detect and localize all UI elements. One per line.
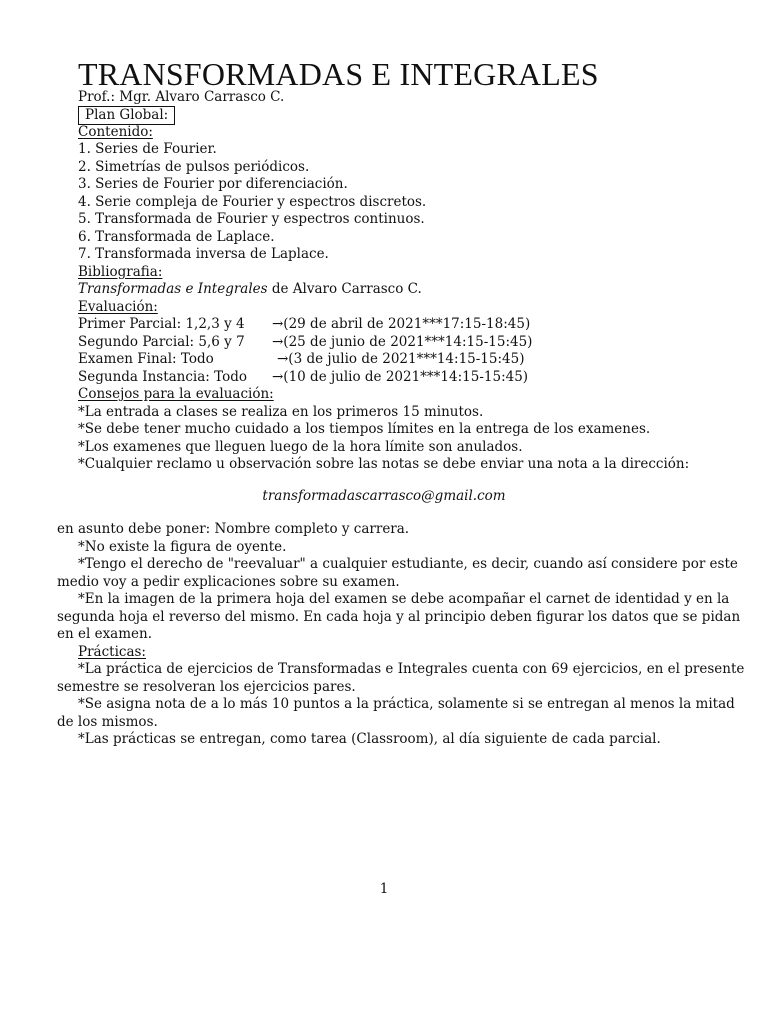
contenido-heading: Contenido: [78,124,153,140]
page-title: TRANSFORMADAS E INTEGRALES [78,56,599,92]
asunto-line: en asunto debe poner: Nombre completo y carrera. [57,521,410,537]
evaluacion-row-label: Examen Final: Todo [78,351,214,367]
book-title: Transformadas e Integrales [78,281,268,297]
practica-line: semestre se resolveran los ejercicios pares. [57,679,356,695]
consejo-item: *Se debe tener mucho cuidado a los tiempos límites en la entrega de los examenes. [78,421,651,437]
practica-line: *Las prácticas se entregan, como tarea (Classroom), al día siguiente de cada parcial. [78,731,661,747]
contenido-item: 2. Simetrías de pulsos periódicos. [78,159,310,175]
practica-line: *La práctica de ejercicios de Transformadas e Integrales cuenta con 69 ejercicios, en el presente [78,661,745,677]
practicas-heading: Prácticas: [78,644,146,660]
practica-line: de los mismos. [57,714,158,730]
contenido-item: 3. Series de Fourier por diferenciación. [78,176,348,192]
evaluacion-row-date: →(10 de julio de 2021***14:15-15:45) [272,369,529,385]
consejo-item: *Los examenes que lleguen luego de la hora límite son anulados. [78,439,523,455]
bibliografia-heading: Bibliografia: [78,264,163,280]
professor-line: Prof.: Mgr. Alvaro Carrasco C. [78,89,285,105]
book-author: de Alvaro Carrasco C. [267,281,422,297]
imagen-line-1: *En la imagen de la primera hoja del examen se debe acompañar el carnet de identidad y en la [78,591,730,607]
imagen-line-2: segunda hoja el reverso del mismo. En cada hoja y al principio deben figurar los datos que se pidan [57,609,741,625]
contenido-item: 5. Transformada de Fourier y espectros continuos. [78,211,425,227]
plan-global-box: Plan Global: [78,106,175,125]
plan-global-label [78,106,175,125]
imagen-line-3: en el examen. [57,626,153,642]
practica-line: *Se asigna nota de a lo más 10 puntos a la práctica, solamente si se entregan al menos la mitad [78,696,735,712]
contenido-item: 1. Series de Fourier. [78,141,217,157]
evaluacion-row-date: →(25 de junio de 2021***14:15-15:45) [272,334,533,350]
bibliografia-entry [78,281,422,299]
evaluacion-row-date: →(29 de abril de 2021***17:15-18:45) [272,316,531,332]
evaluacion-row-date: →(3 de julio de 2021***14:15-15:45) [277,351,525,367]
evaluacion-row-label: Segunda Instancia: Todo [78,369,247,385]
reevaluar-line-2: medio voy a pedir explicaciones sobre su examen. [57,574,400,590]
consejos-heading: Consejos para la evaluación: [78,386,274,402]
reevaluar-line-1: *Tengo el derecho de "reevaluar" a cualquier estudiante, es decir, cuando así considere por este [78,556,738,572]
contenido-item: 6. Transformada de Laplace. [78,229,275,245]
evaluacion-row-label: Segundo Parcial: 5,6 y 7 [78,334,245,350]
oyente-line: *No existe la figura de oyente. [78,539,287,555]
consejo-item: *La entrada a clases se realiza en los primeros 15 minutos. [78,404,484,420]
evaluacion-row-label: Primer Parcial: 1,2,3 y 4 [78,316,245,332]
contenido-item: 7. Transformada inversa de Laplace. [78,246,329,262]
evaluacion-heading: Evaluación: [78,299,158,315]
consejo-item: *Cualquier reclamo u observación sobre las notas se debe enviar una nota a la dirección: [78,456,690,472]
contact-email: transformadascarrasco@gmail.com [262,488,506,504]
page-number: 1 [379,881,389,897]
contenido-item: 4. Serie compleja de Fourier y espectros discretos. [78,194,427,210]
